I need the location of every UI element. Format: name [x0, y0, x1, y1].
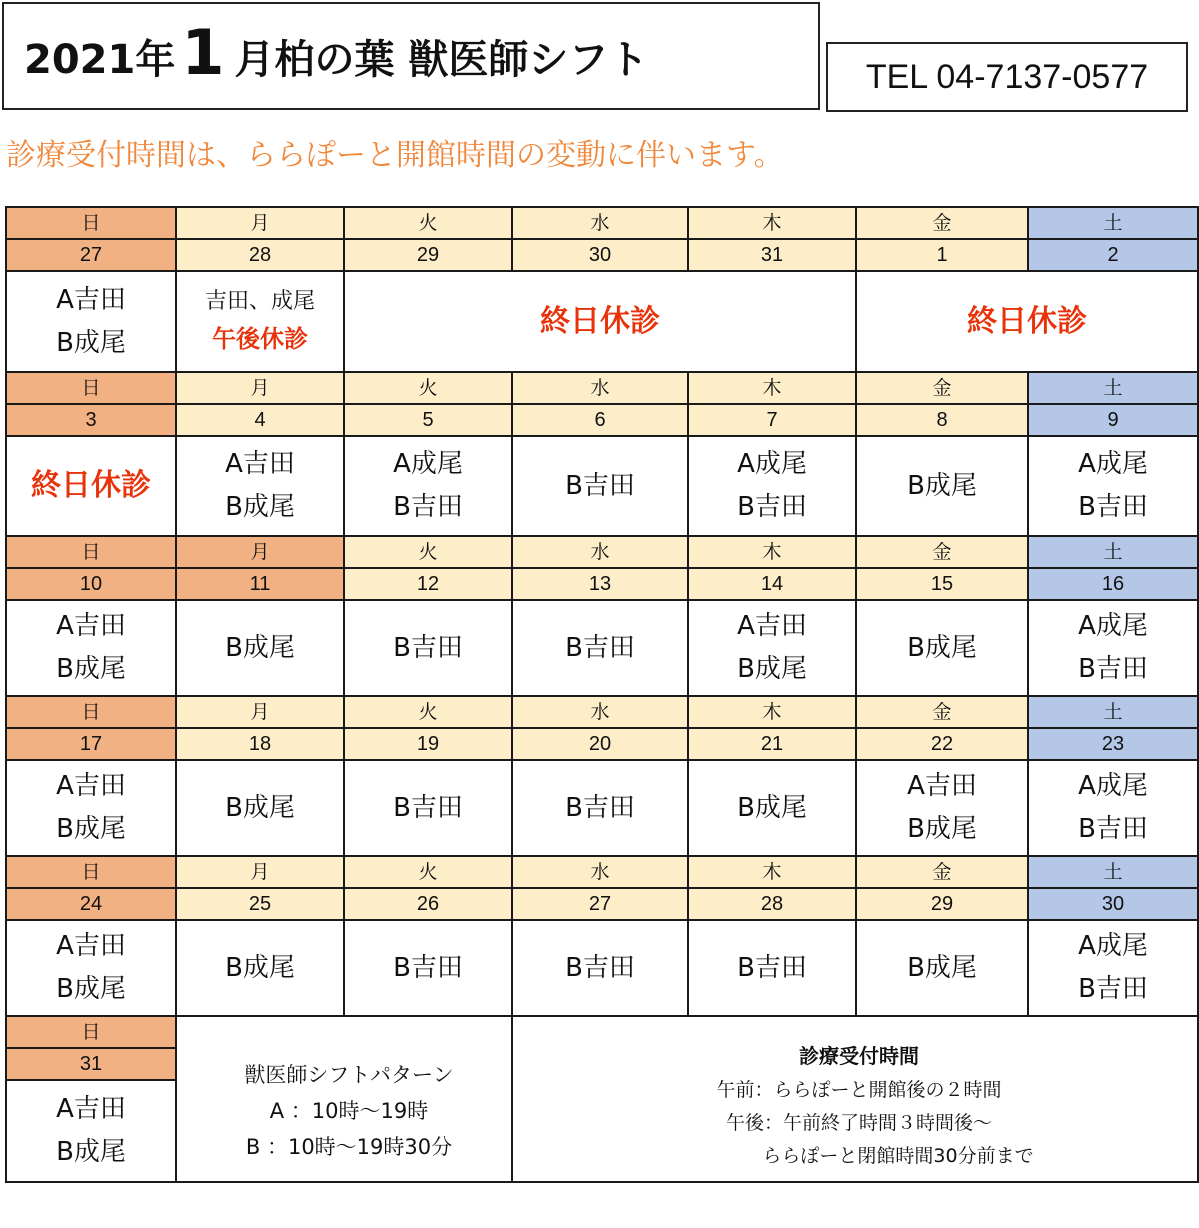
- weekday-row: [6, 1016, 1198, 1048]
- shift-line: A吉田: [907, 771, 977, 802]
- shift-cell: [512, 760, 688, 856]
- shift-line: B吉田: [737, 492, 807, 522]
- hours-pm: 午後：午前終了時間３時間後〜: [725, 1111, 992, 1134]
- shift-cell: [1028, 436, 1198, 536]
- shift-cell: [1028, 600, 1198, 696]
- shift-line: B吉田: [737, 952, 807, 983]
- weekday-fri: 金: [856, 536, 1028, 568]
- shift-cell: [6, 760, 176, 856]
- date-cell: 16: [1028, 568, 1198, 600]
- title-month: 1: [181, 15, 225, 89]
- shift-line: B成尾: [56, 654, 126, 684]
- shift-cell: [176, 760, 344, 856]
- weekday-fri: 金: [856, 207, 1028, 239]
- shift-line: B吉田: [393, 952, 463, 983]
- shift-line: A吉田: [56, 771, 126, 802]
- shift-cell: [6, 271, 176, 372]
- date-cell: 15: [856, 568, 1028, 600]
- shift-line: A吉田: [56, 1094, 126, 1125]
- date-cell: 19: [344, 728, 512, 760]
- shift-line: B成尾: [225, 792, 295, 823]
- weekday-fri: 金: [856, 856, 1028, 888]
- weekday-tue: 火: [344, 207, 512, 239]
- shift-line: A成尾: [1078, 449, 1148, 480]
- weekday-row: [6, 207, 1198, 239]
- weekday-sun: 日: [6, 856, 176, 888]
- date-cell: 20: [512, 728, 688, 760]
- weekday-row: [6, 372, 1198, 404]
- shift-cell: [6, 920, 176, 1016]
- date-cell: 17: [6, 728, 176, 760]
- tel-box: TEL 04-7137-0577: [826, 42, 1188, 112]
- date-cell: 9: [1028, 404, 1198, 436]
- weekday-sat: 土: [1028, 372, 1198, 404]
- shift-line: A成尾: [1078, 611, 1148, 642]
- hours-am: 午前：ららぽーと開館後の２時間: [716, 1078, 1002, 1101]
- title-box: [2, 2, 820, 110]
- shift-line: B成尾: [56, 814, 126, 844]
- shift-cell: [688, 436, 856, 536]
- shift-cell: [176, 271, 344, 372]
- date-cell: 28: [688, 888, 856, 920]
- title-rest: 月柏の葉 獣医師シフト: [234, 36, 649, 83]
- date-cell: 21: [688, 728, 856, 760]
- shift-line: B吉田: [1078, 654, 1148, 684]
- date-cell: 30: [1028, 888, 1198, 920]
- weekday-tue: 火: [344, 372, 512, 404]
- closed-cell: [856, 271, 1198, 372]
- weekday-row: [6, 856, 1198, 888]
- shift-line: B成尾: [737, 654, 807, 684]
- shift-line: B成尾: [907, 814, 977, 844]
- shift-cell: [176, 436, 344, 536]
- closed-cell: [6, 436, 176, 536]
- shift-line: B成尾: [907, 952, 977, 983]
- shift-line: B成尾: [907, 470, 977, 501]
- closed-label: 終日休診: [967, 303, 1087, 339]
- date-cell: 5: [344, 404, 512, 436]
- shift-line: B吉田: [393, 632, 463, 663]
- date-cell: 13: [512, 568, 688, 600]
- shift-line: A成尾: [393, 449, 463, 480]
- shift-cell: [512, 920, 688, 1016]
- date-cell: 22: [856, 728, 1028, 760]
- shift-line: B成尾: [907, 632, 977, 663]
- shift-row: [6, 920, 1198, 1016]
- reception-hours: [512, 1016, 1198, 1182]
- legend-a: A ：10時〜19時: [269, 1099, 429, 1124]
- weekday-thu: 木: [688, 207, 856, 239]
- date-cell: 10: [6, 568, 176, 600]
- weekday-wed: 水: [512, 372, 688, 404]
- date-cell: 29: [344, 239, 512, 271]
- shift-line: B成尾: [225, 492, 295, 522]
- weekday-fri: 金: [856, 372, 1028, 404]
- shift-cell: [176, 920, 344, 1016]
- date-row: [6, 888, 1198, 920]
- weekday-tue: 火: [344, 856, 512, 888]
- weekday-thu: 木: [688, 536, 856, 568]
- weekday-tue: 火: [344, 536, 512, 568]
- weekday-fri: 金: [856, 696, 1028, 728]
- date-cell: 3: [6, 404, 176, 436]
- shift-cell: [176, 600, 344, 696]
- weekday-mon: 月: [176, 856, 344, 888]
- shift-line: 吉田、成尾: [204, 288, 315, 314]
- shift-line: B成尾: [225, 632, 295, 663]
- closed-label: 終日休診: [540, 303, 660, 339]
- date-cell: 6: [512, 404, 688, 436]
- shift-row: [6, 600, 1198, 696]
- weekday-sat: 土: [1028, 696, 1198, 728]
- weekday-wed: 水: [512, 856, 688, 888]
- shift-line: A成尾: [737, 449, 807, 480]
- weekday-sun: 日: [6, 1016, 176, 1048]
- weekday-wed: 水: [512, 207, 688, 239]
- date-row: [6, 404, 1198, 436]
- weekday-sat: 土: [1028, 536, 1198, 568]
- shift-cell: [344, 436, 512, 536]
- date-cell: 4: [176, 404, 344, 436]
- legend-b: B ：10時〜19時30分: [245, 1134, 453, 1159]
- date-cell: 27: [512, 888, 688, 920]
- shift-pattern-legend: [176, 1016, 512, 1182]
- date-cell: 8: [856, 404, 1028, 436]
- shift-line: A吉田: [56, 611, 126, 642]
- weekday-thu: 木: [688, 372, 856, 404]
- weekday-sat: 土: [1028, 856, 1198, 888]
- weekday-mon: 月: [176, 207, 344, 239]
- shift-cell: [688, 920, 856, 1016]
- shift-line: B吉田: [1078, 814, 1148, 844]
- shift-line: A成尾: [1078, 931, 1148, 962]
- weekday-sun: 日: [6, 696, 176, 728]
- weekday-wed: 水: [512, 696, 688, 728]
- date-cell: 11: [176, 568, 344, 600]
- shift-cell: [688, 760, 856, 856]
- shift-row: [6, 271, 1198, 372]
- shift-line: A吉田: [56, 284, 126, 315]
- shift-line: B吉田: [1078, 974, 1148, 1004]
- shift-cell: [344, 760, 512, 856]
- date-cell: 18: [176, 728, 344, 760]
- weekday-sun: 日: [6, 536, 176, 568]
- afternoon-closed-label: 午後休診: [212, 324, 308, 353]
- shift-cell: [1028, 920, 1198, 1016]
- date-cell: 25: [176, 888, 344, 920]
- date-cell: 2: [1028, 239, 1198, 271]
- date-cell: 7: [688, 404, 856, 436]
- date-cell: 12: [344, 568, 512, 600]
- weekday-sun: 日: [6, 372, 176, 404]
- notice: 診療受付時間は、ららぽーと開館時間の変動に伴います。: [6, 138, 784, 173]
- shift-row: [6, 760, 1198, 856]
- shift-line: B成尾: [56, 327, 126, 358]
- shift-cell: [856, 920, 1028, 1016]
- shift-line: A吉田: [56, 931, 126, 962]
- date-cell: 30: [512, 239, 688, 271]
- shift-cell: [688, 600, 856, 696]
- weekday-mon: 月: [176, 696, 344, 728]
- weekday-mon: 月: [176, 372, 344, 404]
- shift-line: B成尾: [737, 792, 807, 823]
- date-cell: 23: [1028, 728, 1198, 760]
- date-cell: 26: [344, 888, 512, 920]
- date-cell: 29: [856, 888, 1028, 920]
- date-cell: 31: [6, 1048, 176, 1080]
- shift-line: A吉田: [225, 449, 295, 480]
- shift-line: A吉田: [737, 611, 807, 642]
- weekday-tue: 火: [344, 696, 512, 728]
- weekday-row: [6, 696, 1198, 728]
- weekday-thu: 木: [688, 696, 856, 728]
- shift-cell: [6, 600, 176, 696]
- date-row: [6, 568, 1198, 600]
- weekday-sat: 土: [1028, 207, 1198, 239]
- shift-line: B吉田: [1078, 492, 1148, 522]
- shift-line: B吉田: [565, 470, 635, 501]
- shift-cell: [344, 600, 512, 696]
- shift-line: B成尾: [56, 974, 126, 1004]
- hours-title: 診療受付時間: [799, 1043, 919, 1068]
- date-cell: 28: [176, 239, 344, 271]
- shift-line: B成尾: [225, 952, 295, 983]
- shift-row: [6, 436, 1198, 536]
- shift-cell: [512, 600, 688, 696]
- weekday-row: [6, 536, 1198, 568]
- closed-label: 終日休診: [31, 468, 151, 504]
- weekday-mon: 月: [176, 536, 344, 568]
- date-cell: 14: [688, 568, 856, 600]
- shift-cell: [856, 600, 1028, 696]
- title-year: 2021年: [24, 36, 176, 83]
- shift-line: B吉田: [565, 952, 635, 983]
- date-cell: 24: [6, 888, 176, 920]
- weekday-thu: 木: [688, 856, 856, 888]
- shift-cell: [344, 920, 512, 1016]
- shift-cell: [6, 1080, 176, 1182]
- weekday-wed: 水: [512, 536, 688, 568]
- shift-line: B吉田: [565, 632, 635, 663]
- shift-cell: [512, 436, 688, 536]
- weekday-sun: 日: [6, 207, 176, 239]
- legend-title: 獣医師シフトパターン: [244, 1063, 454, 1088]
- shift-cell: [1028, 760, 1198, 856]
- shift-line: B成尾: [56, 1137, 126, 1167]
- shift-cell: [856, 436, 1028, 536]
- date-row: [6, 239, 1198, 271]
- date-cell: 27: [6, 239, 176, 271]
- shift-cell: [856, 760, 1028, 856]
- hours-pm-end: ららぽーと閉館時間30分前まで: [762, 1145, 1034, 1168]
- shift-line: A成尾: [1078, 771, 1148, 802]
- shift-line: B吉田: [393, 492, 463, 522]
- closed-cell: [344, 271, 856, 372]
- shift-line: B吉田: [565, 792, 635, 823]
- shift-calendar: [5, 206, 1199, 1183]
- date-cell: 31: [688, 239, 856, 271]
- date-row: [6, 728, 1198, 760]
- date-cell: 1: [856, 239, 1028, 271]
- shift-line: B吉田: [393, 792, 463, 823]
